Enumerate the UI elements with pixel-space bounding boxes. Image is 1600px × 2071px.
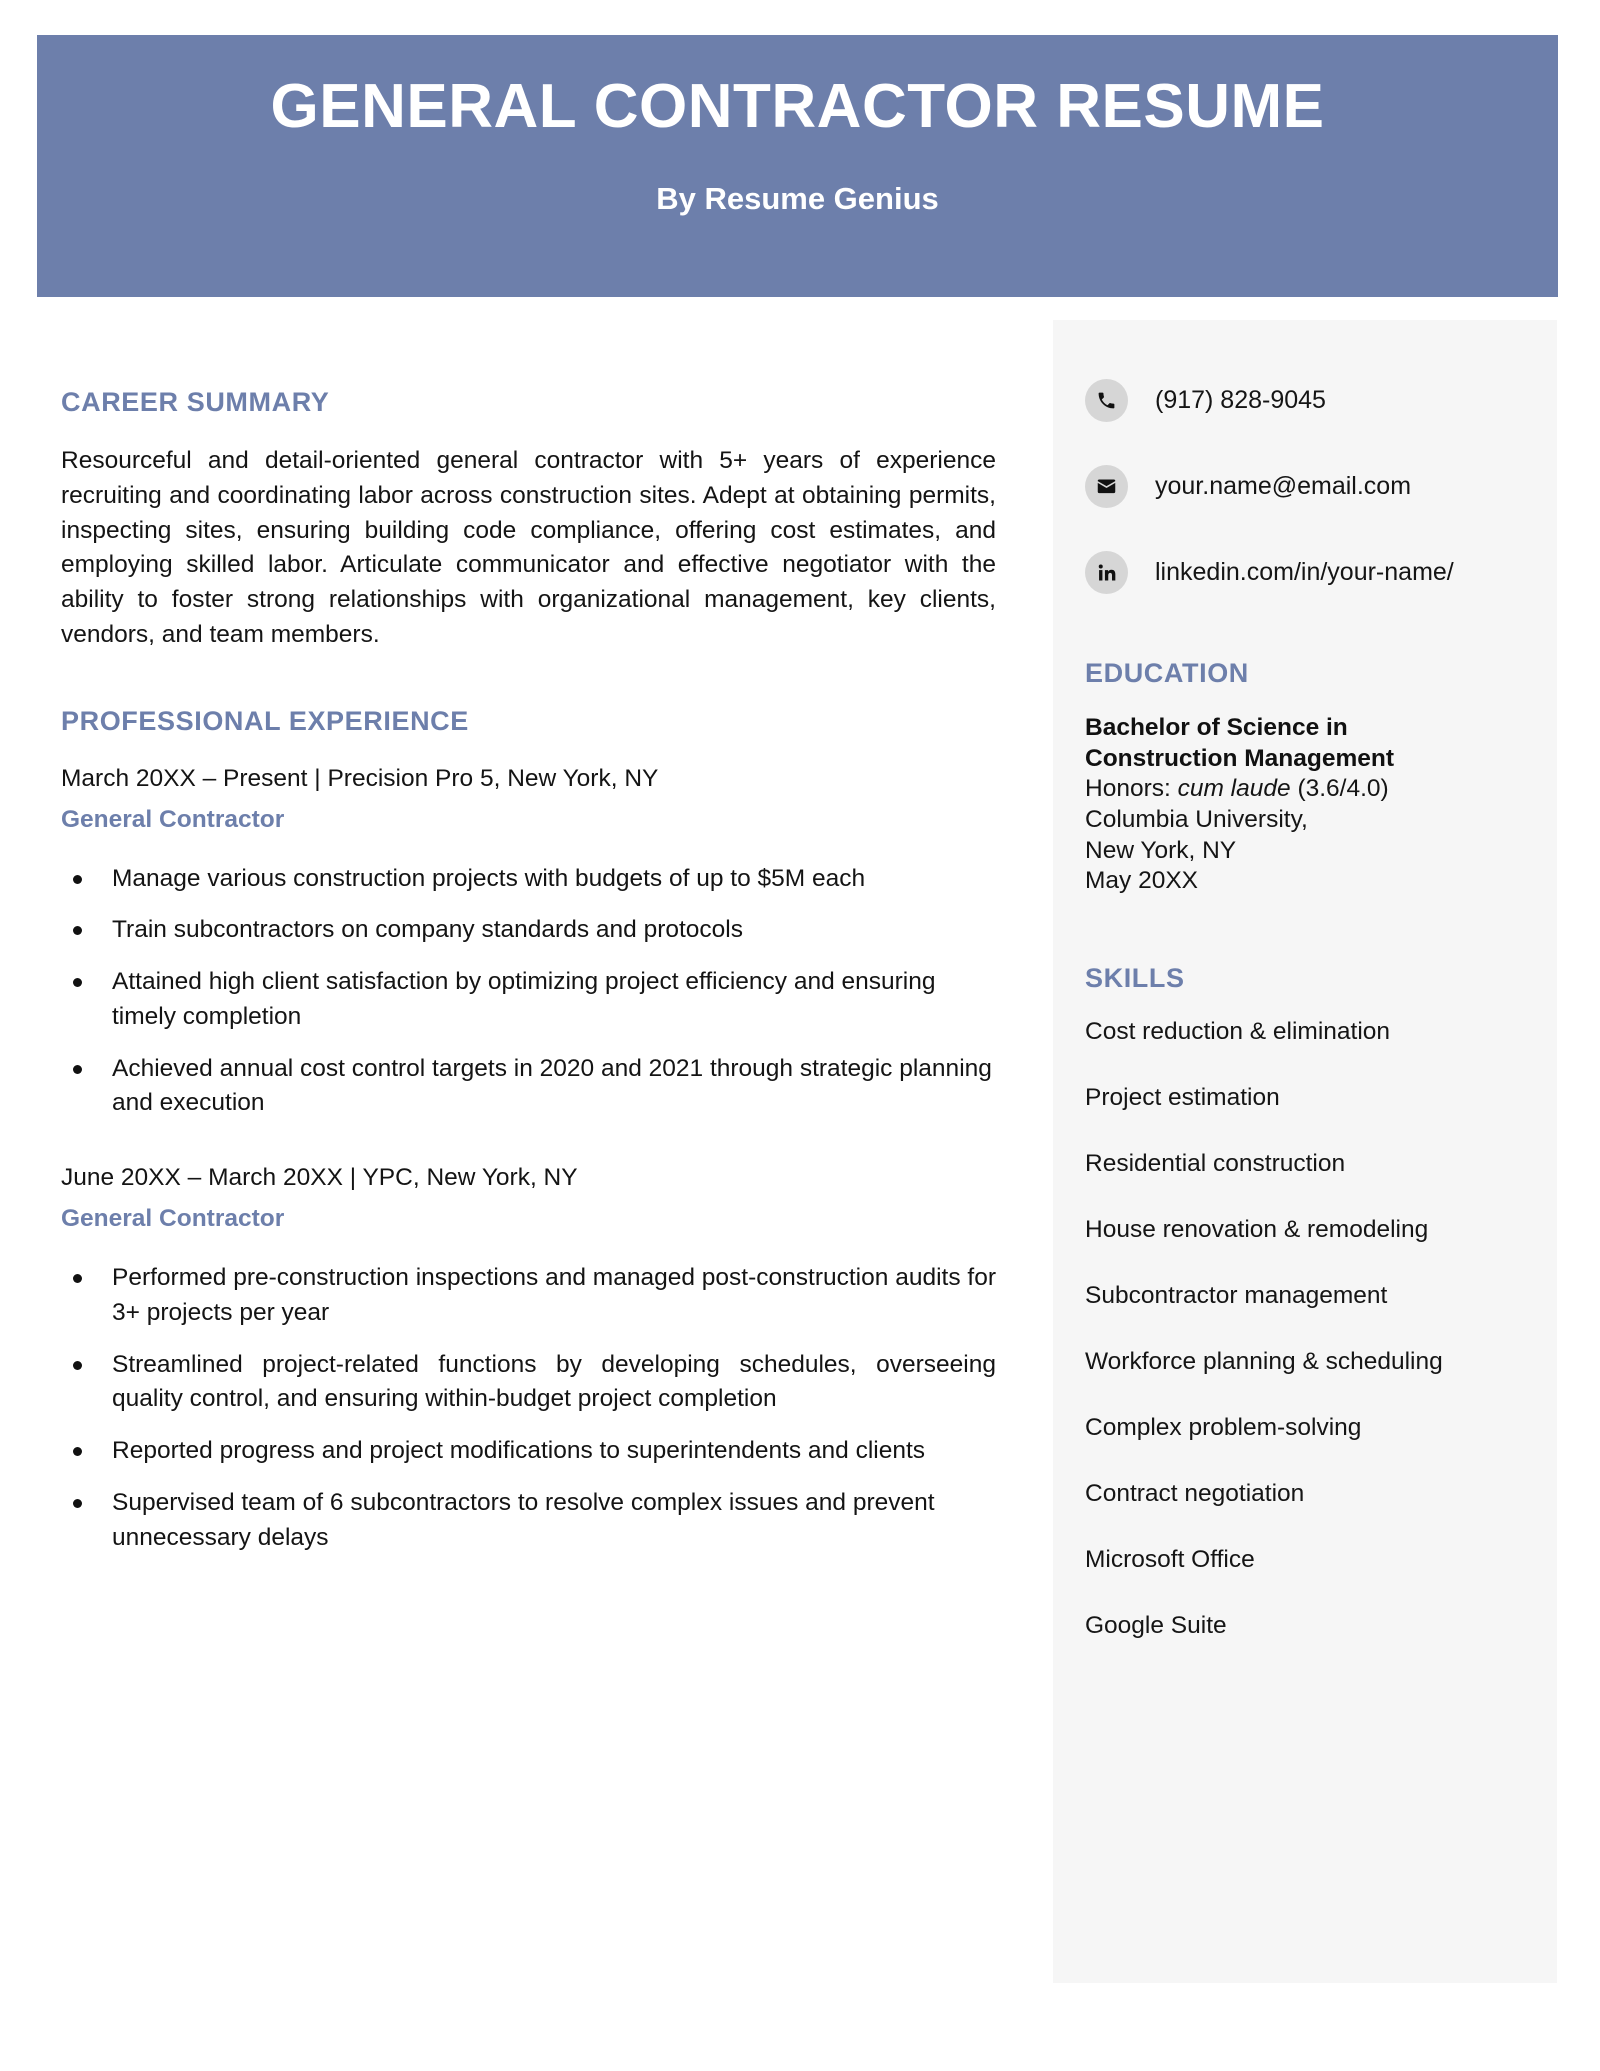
skill-item: Project estimation	[1085, 1083, 1280, 1111]
job-meta: June 20XX – March 20XX | YPC, New York, NY	[61, 1164, 578, 1192]
skill-item: Workforce planning & scheduling	[1085, 1347, 1443, 1375]
sidebar	[1053, 320, 1557, 1983]
skill-item: Complex problem-solving	[1085, 1413, 1362, 1441]
education-heading: EDUCATION	[1085, 658, 1249, 688]
education-location: New York, NY	[1085, 836, 1237, 864]
honors-prefix: Honors:	[1085, 775, 1178, 803]
list-item: Performed pre-construction inspections and managed post-construction audits for 3+ projects per year	[61, 1261, 996, 1331]
skill-item: Contract negotiation	[1085, 1479, 1305, 1507]
honors-gpa: (3.6/4.0)	[1290, 775, 1389, 803]
skill-item: Microsoft Office	[1085, 1545, 1255, 1573]
career-summary-heading: CAREER SUMMARY	[61, 387, 330, 417]
skill-item: Residential construction	[1085, 1149, 1346, 1177]
skill-item: Cost reduction & elimination	[1085, 1017, 1391, 1045]
job-title: General Contractor	[61, 1205, 285, 1233]
skills-heading: SKILLS	[1085, 962, 1185, 993]
resume-header-banner	[37, 35, 1558, 297]
education-degree: Bachelor of Science in Construction Management	[1085, 714, 1394, 772]
job-bullet-list	[61, 862, 996, 1122]
education-school: Columbia University,	[1085, 805, 1308, 833]
job-title: General Contractor	[61, 805, 285, 833]
list-item: Streamlined project-related functions by developing schedules, overseeing quality control, and ensuring within-budget project completion	[61, 1348, 996, 1418]
list-item: Achieved annual cost control targets in 2020 and 2021 through strategic planning and execution	[61, 1052, 996, 1122]
phone-icon	[1085, 379, 1128, 422]
honors-latin: cum laude	[1177, 775, 1291, 803]
email-icon	[1085, 465, 1128, 508]
experience-entry	[61, 1162, 996, 1555]
list-item: Attained high client satisfaction by optimizing project efficiency and ensuring timely completion	[61, 965, 996, 1035]
email-address: your.name@email.com	[1155, 472, 1412, 500]
skill-item: Google Suite	[1085, 1611, 1227, 1639]
main-column	[61, 387, 996, 1573]
career-summary-text: Resourceful and detail-oriented general contractor with 5+ years of experience recruiting and coordinating labor across construction sites. Adept at obtaining permits, inspecting sites, ensuring building code compliance, offering cost estimates, and employing skilled labor. Articulate communicator and effective negotiator with the ability to foster strong relationships with organizational management, key clients, vendors, and team members.	[61, 447, 996, 648]
skill-item: Subcontractor management	[1085, 1281, 1388, 1309]
list-item: Manage various construction projects with budgets of up to $5M each	[61, 862, 996, 897]
skill-item: House renovation & remodeling	[1085, 1215, 1429, 1243]
contact-row-email[interactable]	[1085, 465, 1557, 508]
education-date: May 20XX	[1085, 867, 1199, 895]
job-meta: March 20XX – Present | Precision Pro 5, New York, NY	[61, 764, 659, 792]
list-item: Reported progress and project modifications to superintendents and clients	[61, 1434, 996, 1469]
linkedin-url: linkedin.com/in/your-name/	[1155, 558, 1454, 586]
page-title: GENERAL CONTRACTOR RESUME	[270, 72, 1325, 141]
header-subtitle: By Resume Genius	[656, 181, 939, 217]
experience-entry	[61, 763, 996, 1122]
contact-row-linkedin[interactable]	[1085, 551, 1557, 594]
contact-row-phone[interactable]	[1085, 379, 1557, 422]
list-item: Train subcontractors on company standards and protocols	[61, 913, 996, 948]
job-bullet-list	[61, 1261, 996, 1555]
phone-number: (917) 828-9045	[1155, 386, 1326, 414]
education-honors	[1085, 774, 1557, 805]
professional-experience-heading: PROFESSIONAL EXPERIENCE	[61, 705, 469, 736]
linkedin-icon	[1085, 551, 1128, 594]
list-item: Supervised team of 6 subcontractors to resolve complex issues and prevent unnecessary delays	[61, 1486, 996, 1556]
